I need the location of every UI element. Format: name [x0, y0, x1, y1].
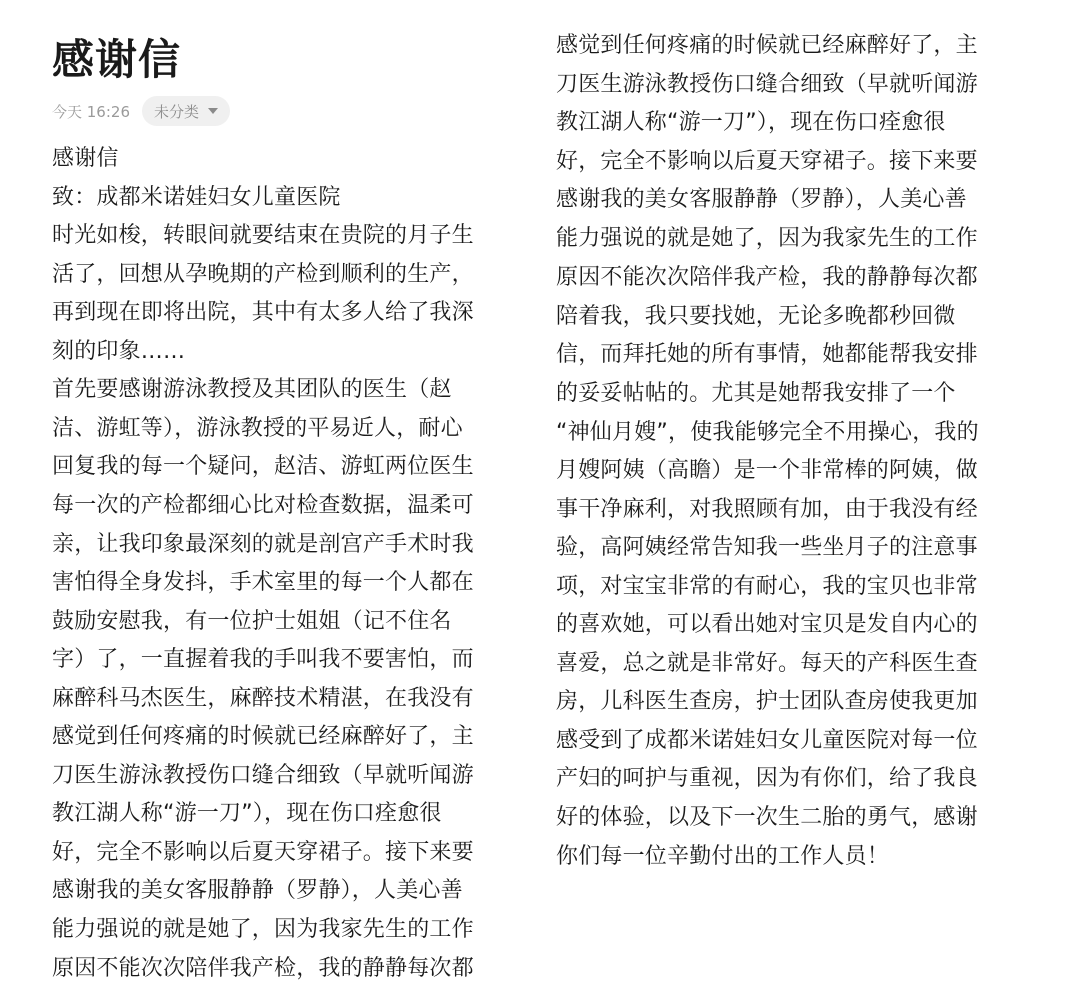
note-text-line: 房，儿科医生查房，护士团队查房使我更加 — [556, 689, 978, 714]
note-text-line: 再到现在即将出院，其中有太多人给了我深 — [52, 300, 474, 325]
note-text-line: 喜爱，总之就是非常好。每天的产科医生查 — [556, 651, 978, 676]
note-title: 感谢信 — [52, 35, 182, 84]
note-text-line: 洁、游虹等），游泳教授的平易近人，耐心 — [52, 416, 463, 441]
note-text-line: 麻醉科马杰医生，麻醉技术精湛，在我没有 — [52, 686, 474, 711]
note-text-line: 鼓励安慰我，有一位护士姐姐（记不住名 — [52, 609, 452, 634]
caret-down-icon — [208, 108, 218, 114]
note-text-line: 好的体验，以及下一次生二胎的勇气，感谢 — [556, 805, 978, 830]
note-text-line: 能力强说的就是她了，因为我家先生的工作 — [52, 917, 474, 942]
category-label: 未分类 — [154, 102, 200, 121]
note-text-line: 害怕得全身发抖，手术室里的每一个人都在 — [52, 570, 474, 595]
note-text-line: 事干净麻利，对我照顾有加，由于我没有经 — [556, 497, 978, 522]
note-text-line: 时光如梭，转眼间就要结束在贵院的月子生 — [52, 223, 474, 248]
note-text-line: 字）了，一直握着我的手叫我不要害怕，而 — [52, 647, 474, 672]
note-timestamp: 今天 16:26 — [52, 102, 130, 121]
note-text-line: 感受到了成都米诺娃妇女儿童医院对每一位 — [556, 728, 978, 753]
note-text-line: 原因不能次次陪伴我产检，我的静静每次都 — [52, 956, 474, 981]
note-text-line: 活了，回想从孕晚期的产检到顺利的生产， — [52, 262, 474, 287]
note-text-line: 的妥妥帖帖的。尤其是她帮我安排了一个 — [556, 381, 956, 406]
note-text-line: 好，完全不影响以后夏天穿裙子。接下来要 — [556, 149, 978, 174]
note-text-line: 感觉到任何疼痛的时候就已经麻醉好了，主 — [52, 724, 474, 749]
note-text-line: 能力强说的就是她了，因为我家先生的工作 — [556, 226, 978, 251]
note-text-line: 刀医生游泳教授伤口缝合细致（早就听闻游 — [556, 72, 978, 97]
note-text-line: 刻的印象…… — [52, 339, 186, 364]
note-text-line: 感谢我的美女客服静静（罗静），人美心善 — [556, 187, 967, 212]
note-text-line: “神仙月嫂”，使我能够完全不用操心，我的 — [556, 420, 979, 445]
note-text-line: 的喜欢她，可以看出她对宝贝是发自内心的 — [556, 612, 978, 637]
note-text-line: 感觉到任何疼痛的时候就已经麻醉好了，主 — [556, 33, 978, 58]
note-text-line: 项，对宝宝非常的有耐心，我的宝贝也非常 — [556, 574, 978, 599]
note-text-line: 产妇的呵护与重视，因为有你们，给了我良 — [556, 766, 978, 791]
note-meta — [52, 95, 230, 127]
note-text-line: 你们每一位辛勤付出的工作人员！ — [556, 844, 890, 869]
note-text-line: 亲，让我印象最深刻的就是剖宫产手术时我 — [52, 532, 474, 557]
note-text-line: 信，而拜托她的所有事情，她都能帮我安排 — [556, 342, 978, 367]
note-text-line: 感谢信 — [52, 146, 119, 171]
note-text-line: 教江湖人称“游一刀”），现在伤口痊愈很 — [556, 110, 946, 135]
note-text-line: 回复我的每一个疑问，赵洁、游虹两位医生 — [52, 454, 474, 479]
note-text-line: 原因不能次次陪伴我产检，我的静静每次都 — [556, 265, 978, 290]
category-selector[interactable] — [142, 96, 230, 126]
note-text-line: 教江湖人称“游一刀”），现在伤口痊愈很 — [52, 801, 442, 826]
note-text-line: 致：成都米诺娃妇女儿童医院 — [52, 185, 341, 210]
note-text-line: 好，完全不影响以后夏天穿裙子。接下来要 — [52, 840, 474, 865]
note-text-line: 验，高阿姨经常告知我一些坐月子的注意事 — [556, 535, 978, 560]
note-text-line: 刀医生游泳教授伤口缝合细致（早就听闻游 — [52, 763, 474, 788]
note-text-line: 感谢我的美女客服静静（罗静），人美心善 — [52, 878, 463, 903]
note-text-line: 每一次的产检都细心比对检查数据，温柔可 — [52, 493, 474, 518]
note-text-line: 首先要感谢游泳教授及其团队的医生（赵 — [52, 377, 452, 402]
note-text-line: 陪着我，我只要找她，无论多晚都秒回微 — [556, 304, 956, 329]
note-text-line: 月嫂阿姨（高瞻）是一个非常棒的阿姨，做 — [556, 458, 978, 483]
